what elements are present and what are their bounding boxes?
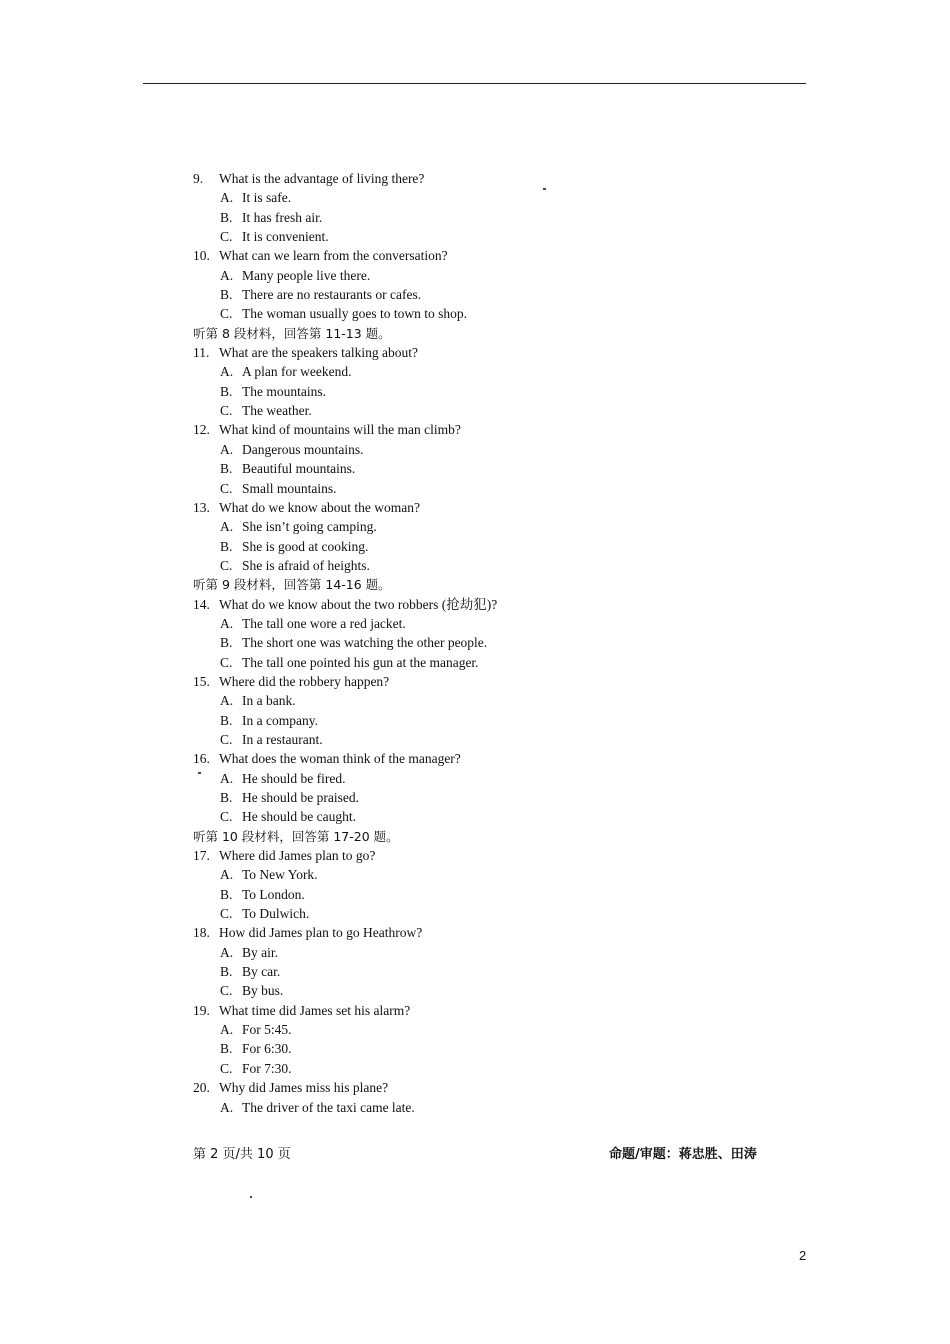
option-letter: C. — [220, 229, 233, 245]
option-text: The mountains. — [242, 383, 326, 399]
answer-option — [193, 382, 793, 401]
option-text: The tall one wore a red jacket. — [242, 615, 406, 631]
option-letter: B. — [220, 538, 233, 554]
option-letter: B. — [220, 1041, 233, 1057]
question-number: 11. — [193, 345, 210, 361]
question-number: 18. — [193, 925, 210, 941]
option-text: To New York. — [242, 867, 318, 883]
question-text: What time did James set his alarm? — [219, 1002, 411, 1018]
scan-speck — [543, 188, 546, 190]
question-list — [193, 169, 793, 1117]
option-text: A plan for weekend. — [242, 364, 352, 380]
question-number: 20. — [193, 1080, 210, 1096]
question-number: 12. — [193, 422, 210, 438]
option-text: It has fresh air. — [242, 209, 323, 225]
option-text: For 5:45. — [242, 1022, 292, 1038]
answer-option — [193, 981, 793, 1000]
page-number: 2 — [799, 1248, 807, 1263]
question-number: 9. — [193, 171, 204, 186]
scan-speck — [250, 1196, 252, 1198]
answer-option — [193, 459, 793, 478]
option-letter: A. — [220, 1022, 234, 1038]
answer-option — [193, 614, 793, 633]
answer-option — [193, 479, 793, 498]
option-text: He should be caught. — [242, 809, 356, 825]
option-letter: C. — [220, 403, 233, 419]
question-text: Why did James miss his plane? — [219, 1080, 389, 1096]
answer-option — [193, 227, 793, 246]
question — [193, 1078, 793, 1097]
answer-option — [193, 401, 793, 420]
option-letter: C. — [220, 809, 233, 825]
option-text: The driver of the taxi came late. — [242, 1099, 415, 1115]
option-text: To Dulwich. — [242, 906, 310, 922]
answer-option — [193, 885, 793, 904]
question-text: What do we know about the two robbers (抢劫犯)? — [219, 596, 498, 612]
answer-option — [193, 962, 793, 981]
question-number: 16. — [193, 751, 210, 767]
option-letter: A. — [220, 867, 234, 883]
option-text: She isn’t going camping. — [242, 519, 377, 535]
option-letter: A. — [220, 267, 234, 283]
footer-page-info: 第 2 页/共 10 页 — [193, 1147, 291, 1162]
answer-option — [193, 1059, 793, 1078]
scan-speck — [198, 772, 201, 774]
option-text: It is safe. — [242, 190, 292, 206]
option-letter: A. — [220, 364, 234, 380]
option-text: He should be praised. — [242, 790, 359, 805]
option-text: By air. — [242, 944, 278, 960]
question — [193, 923, 793, 942]
question — [193, 846, 793, 865]
option-text: In a company. — [242, 712, 318, 728]
option-letter: C. — [220, 654, 233, 670]
option-letter: A. — [220, 770, 234, 786]
option-text: In a restaurant. — [242, 731, 323, 747]
option-text: For 7:30. — [242, 1060, 292, 1076]
question-text: Where did the robbery happen? — [219, 673, 390, 689]
question-number: 10. — [193, 248, 210, 264]
question — [193, 672, 793, 691]
option-text: He should be fired. — [242, 770, 346, 786]
answer-option — [193, 653, 793, 672]
answer-option — [193, 537, 793, 556]
option-text: To London. — [242, 886, 305, 902]
question — [193, 498, 793, 517]
answer-option — [193, 711, 793, 730]
answer-option — [193, 362, 793, 381]
question-text: What do we know about the woman? — [219, 499, 420, 515]
option-letter: A. — [220, 944, 234, 960]
question-number: 14. — [193, 596, 210, 612]
option-letter: C. — [220, 480, 233, 496]
answer-option — [193, 440, 793, 459]
question — [193, 1001, 793, 1020]
answer-option — [193, 691, 793, 710]
option-text: By car. — [242, 964, 281, 980]
question — [193, 595, 793, 614]
answer-option — [193, 788, 793, 807]
option-letter: A. — [220, 190, 234, 206]
answer-option — [193, 517, 793, 536]
option-letter: B. — [220, 712, 233, 728]
option-letter: A. — [220, 1099, 234, 1115]
option-letter: B. — [220, 383, 233, 399]
option-text: Many people live there. — [242, 267, 371, 283]
option-letter: C. — [220, 906, 233, 922]
answer-option — [193, 208, 793, 227]
section-heading: 听第 8 段材料，回答第 11-13 题。 — [193, 325, 391, 341]
option-text: Beautiful mountains. — [242, 461, 356, 477]
option-text: The short one was watching the other people. — [242, 635, 488, 651]
question — [193, 749, 793, 768]
question — [193, 169, 793, 188]
answer-option — [193, 807, 793, 826]
option-letter: B. — [220, 461, 233, 477]
option-letter: C. — [220, 1060, 233, 1076]
option-letter: B. — [220, 964, 233, 980]
question — [193, 246, 793, 265]
option-text: Dangerous mountains. — [242, 441, 364, 457]
question-number: 15. — [193, 673, 210, 689]
option-letter: C. — [220, 557, 233, 573]
question-text: What can we learn from the conversation? — [219, 248, 448, 264]
question-text: What kind of mountains will the man climb? — [219, 422, 461, 438]
footer-authors: 命题/审题：蒋忠胜、田涛 — [609, 1147, 757, 1162]
option-letter: C. — [220, 983, 233, 999]
option-text: She is afraid of heights. — [242, 557, 370, 573]
question-number: 17. — [193, 848, 210, 864]
option-text: The tall one pointed his gun at the manager. — [242, 654, 479, 670]
option-letter: A. — [220, 441, 234, 457]
option-text: For 6:30. — [242, 1041, 292, 1057]
option-letter: A. — [220, 519, 234, 535]
answer-option — [193, 304, 793, 323]
question-text: What does the woman think of the manager? — [219, 751, 461, 767]
option-letter: C. — [220, 306, 233, 322]
answer-option — [193, 1020, 793, 1039]
question — [193, 420, 793, 439]
option-letter: B. — [220, 209, 233, 225]
section-heading: 听第 9 段材料，回答第 14-16 题。 — [193, 577, 391, 593]
answer-option — [193, 769, 793, 788]
answer-option — [193, 730, 793, 749]
option-letter: A. — [220, 693, 234, 709]
question-text: Where did James plan to go? — [219, 848, 376, 864]
option-text: The weather. — [242, 403, 312, 419]
question-number: 19. — [193, 1002, 210, 1018]
option-letter: B. — [220, 886, 233, 902]
section-heading: 听第 10 段材料，回答第 17-20 题。 — [193, 828, 399, 844]
answer-option — [193, 943, 793, 962]
answer-option — [193, 188, 793, 207]
option-letter: B. — [220, 287, 233, 303]
option-letter: B. — [220, 790, 233, 805]
option-text: Small mountains. — [242, 480, 337, 496]
answer-option — [193, 285, 793, 304]
question-text: What is the advantage of living there? — [219, 171, 425, 186]
option-text: She is good at cooking. — [242, 538, 369, 554]
option-letter: B. — [220, 635, 233, 651]
option-text: It is convenient. — [242, 229, 329, 245]
answer-option — [193, 266, 793, 285]
question-text: How did James plan to go Heathrow? — [219, 925, 423, 941]
answer-option — [193, 633, 793, 652]
option-letter: A. — [220, 615, 234, 631]
option-text: The woman usually goes to town to shop. — [242, 306, 467, 322]
question-text: What are the speakers talking about? — [219, 345, 419, 361]
option-text: By bus. — [242, 983, 284, 999]
option-text: In a bank. — [242, 693, 296, 709]
answer-option — [193, 865, 793, 884]
answer-option — [193, 904, 793, 923]
answer-option — [193, 556, 793, 575]
header-rule — [143, 83, 806, 84]
question — [193, 343, 793, 362]
answer-option — [193, 1098, 793, 1117]
option-letter: C. — [220, 731, 233, 747]
question-number: 13. — [193, 499, 210, 515]
answer-option — [193, 1039, 793, 1058]
option-text: There are no restaurants or cafes. — [242, 287, 422, 303]
